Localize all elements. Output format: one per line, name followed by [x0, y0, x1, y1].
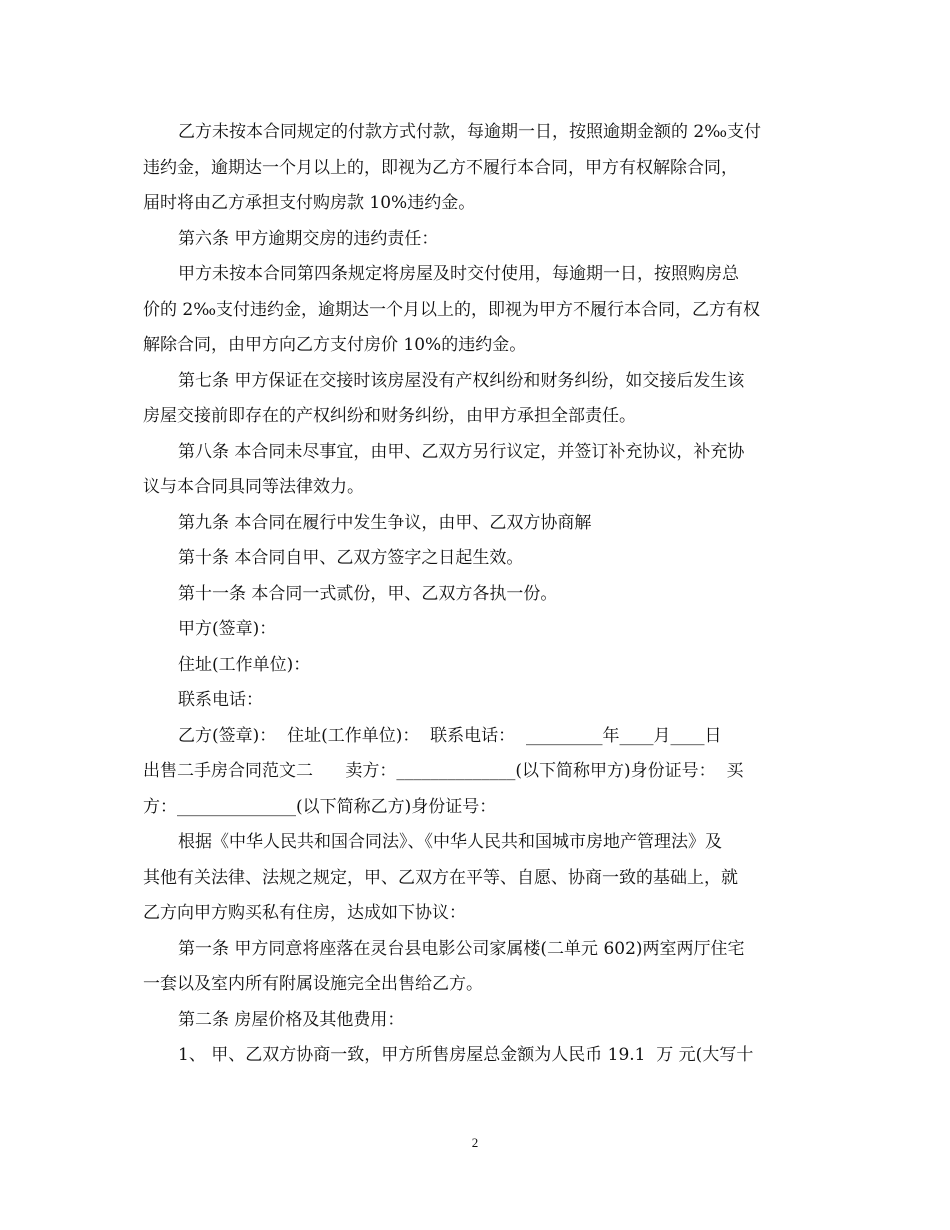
paragraph-line: 第十一条 本合同一式贰份，甲、乙双方各执一份。: [178, 583, 558, 604]
paragraph-line: 第八条 本合同未尽事宜，由甲、乙双方另行议定，并签订补充协议，补充协: [178, 441, 745, 462]
page-number: 2: [471, 1135, 479, 1150]
paragraph-line: 1、 甲、乙双方协商一致，甲方所售房屋总金额为人民币 19.1 万 元(大写十: [178, 1045, 754, 1065]
paragraph-line: 甲方未按本合同第四条规定将房屋及时交付使用，每逾期一日，按照购房总: [178, 264, 739, 284]
paragraph-line: 一套以及室内所有附属设施完全出售给乙方。: [143, 974, 483, 994]
paragraph-line: 价的 2‰支付违约金，逾期达一个月以上的，即视为甲方不履行本合同，乙方有权: [143, 299, 761, 320]
paragraph-line: 乙方向甲方购买私有住房，达成如下协议：: [143, 903, 466, 923]
paragraph-line: 违约金，逾期达一个月以上的，即视为乙方不履行本合同，甲方有权解除合同，: [143, 157, 738, 178]
paragraph-line: 出售二手房合同范文二 卖方：______________(以下简称甲方)身份证号： 买: [143, 761, 744, 781]
paragraph-line: 房屋交接前即存在的产权纠纷和财务纠纷，由甲方承担全部责任。: [143, 406, 636, 426]
paragraph-line: 乙方未按本合同规定的付款方式付款，每逾期一日，按照逾期金额的 2‰支付: [178, 122, 762, 142]
clause-heading: 第六条 甲方逾期交房的违约责任：: [178, 228, 439, 249]
paragraph-line: 第九条 本合同在履行中发生争议，由甲、乙双方协商解: [178, 512, 592, 533]
paragraph-line: 第一条 甲方同意将座落在灵台县电影公司家属楼(二单元 602)两室两厅住宅: [178, 938, 745, 959]
paragraph-line: 届时将由乙方承担支付购房款 10%违约金。: [143, 193, 476, 213]
paragraph-line: 根据《中华人民共和国合同法》、《中华人民共和国城市房地产管理法》及: [178, 832, 722, 852]
phone-field: 联系电话：: [178, 690, 263, 710]
paragraph-line: 第十条 本合同自甲、乙双方签字之日起生效。: [178, 548, 524, 568]
clause-heading: 第二条 房屋价格及其他费用：: [178, 1009, 405, 1030]
address-field: 住址(工作单位)：: [178, 654, 311, 675]
paragraph-line: 解除合同，由甲方向乙方支付房价 10%的违约金。: [143, 335, 527, 355]
signature-field-party-a: 甲方(签章)：: [178, 619, 277, 639]
paragraph-line: 方：______________(以下简称乙方)身份证号：: [143, 796, 497, 817]
signature-field-party-b: 乙方(签章)： 住址(工作单位)： 联系电话： _________年____月____日: [178, 725, 722, 746]
paragraph-line: 其他有关法律、法规之规定，甲、乙双方在平等、自愿、协商一致的基础上，就: [143, 867, 738, 888]
paragraph-line: 第七条 甲方保证在交接时该房屋没有产权纠纷和财务纠纷，如交接后发生该: [178, 370, 745, 391]
paragraph-line: 议与本合同具同等法律效力。: [143, 477, 364, 497]
document-body: [143, 115, 813, 1074]
